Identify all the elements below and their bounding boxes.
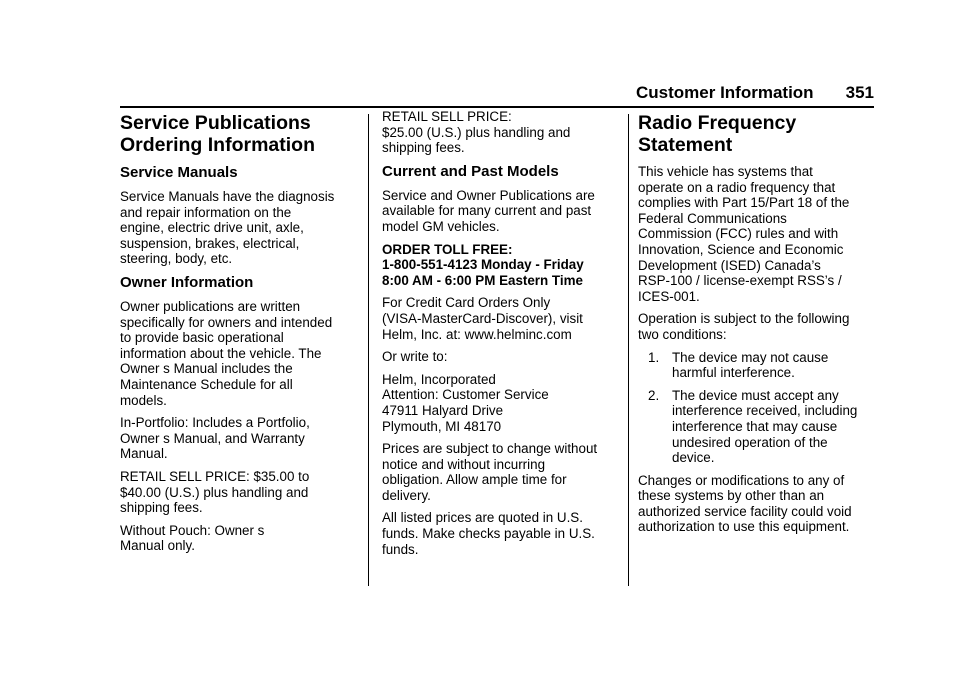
heading-service-publications: Service Publications Ordering Information (120, 112, 315, 156)
current-past-text: Service and Owner Publications are available for many current and past model GM vehicles. (382, 187, 595, 234)
radio-frequency-text: This vehicle has systems that operate on a radio frequency that complies with Part 15/Part 18 of the Federal Communications Commission (FCC) rules and with Innovation, Science and Economic Development (ISED) Canada’s RSP-100 / license-exempt RSS’s / ICES-001. (638, 164, 850, 304)
listed-prices-text: All listed prices are quoted in U.S. funds. Make checks payable in U.S. funds. (382, 510, 595, 557)
column-divider-2 (628, 114, 629, 586)
list-item: 1. The device may not cause harmful interference. (648, 349, 829, 381)
conditions-list (638, 350, 878, 466)
prices-subject-text: Prices are subject to change without notice and without incurring obligation. Allow ample time for delivery. (382, 441, 598, 503)
credit-card-orders-text: For Credit Card Orders Only (VISA-MasterCard-Discover), visit Helm, Inc. at: www.helminc.com (382, 295, 583, 342)
in-portfolio-text: In-Portfolio: Includes a Portfolio, Owner s Manual, and Warranty Manual. (120, 415, 310, 462)
page-header (636, 82, 874, 104)
column-2 (382, 109, 622, 564)
service-manuals-text: Service Manuals have the diagnosis and repair information on the engine, electric drive unit, axle, suspension, brakes, electrical, steering, body, etc. (120, 189, 335, 267)
header-rule (120, 106, 874, 108)
heading-owner-information: Owner Information (120, 273, 254, 291)
column-divider-1 (368, 114, 369, 586)
without-pouch-text: Without Pouch: Owner s Manual only. (120, 522, 265, 554)
mailing-address: Helm, Incorporated Attention: Customer Service 47911 Halyard Drive Plymouth, MI 48170 (382, 371, 549, 434)
column-3 (638, 112, 878, 542)
list-item: 2. The device must accept any interference received, including interference that may cause undesired operation of the device. (648, 387, 858, 466)
owner-information-text: Owner publications are written specifically for owners and intended to provide basic operational information about the vehicle. The Owner s Manual includes the Maintenance Schedule for all models. (120, 298, 333, 408)
retail-price-text: RETAIL SELL PRICE: $35.00 to $40.00 (U.S.) plus handling and shipping fees. (120, 468, 310, 516)
or-write-to-text: Or write to: (382, 349, 448, 365)
heading-service-manuals: Service Manuals (120, 164, 238, 181)
order-toll-free: ORDER TOLL FREE: 1-800-551-4123 Monday - Friday 8:00 AM - 6:00 PM Eastern Time (382, 241, 584, 288)
section-title: Customer Information (636, 83, 814, 102)
retail-price-25-text: RETAIL SELL PRICE: $25.00 (U.S.) plus handling and shipping fees. (382, 109, 571, 156)
operation-conditions-text: Operation is subject to the following two conditions: (638, 311, 850, 342)
heading-radio-frequency: Radio Frequency Statement (638, 112, 797, 156)
page-number: 351 (845, 83, 874, 102)
column-1 (120, 112, 356, 561)
changes-modifications-text: Changes or modifications to any of these systems by other than an authorized service facility could void authorization to use this equipment. (638, 472, 852, 535)
heading-current-past-models: Current and Past Models (382, 162, 559, 180)
